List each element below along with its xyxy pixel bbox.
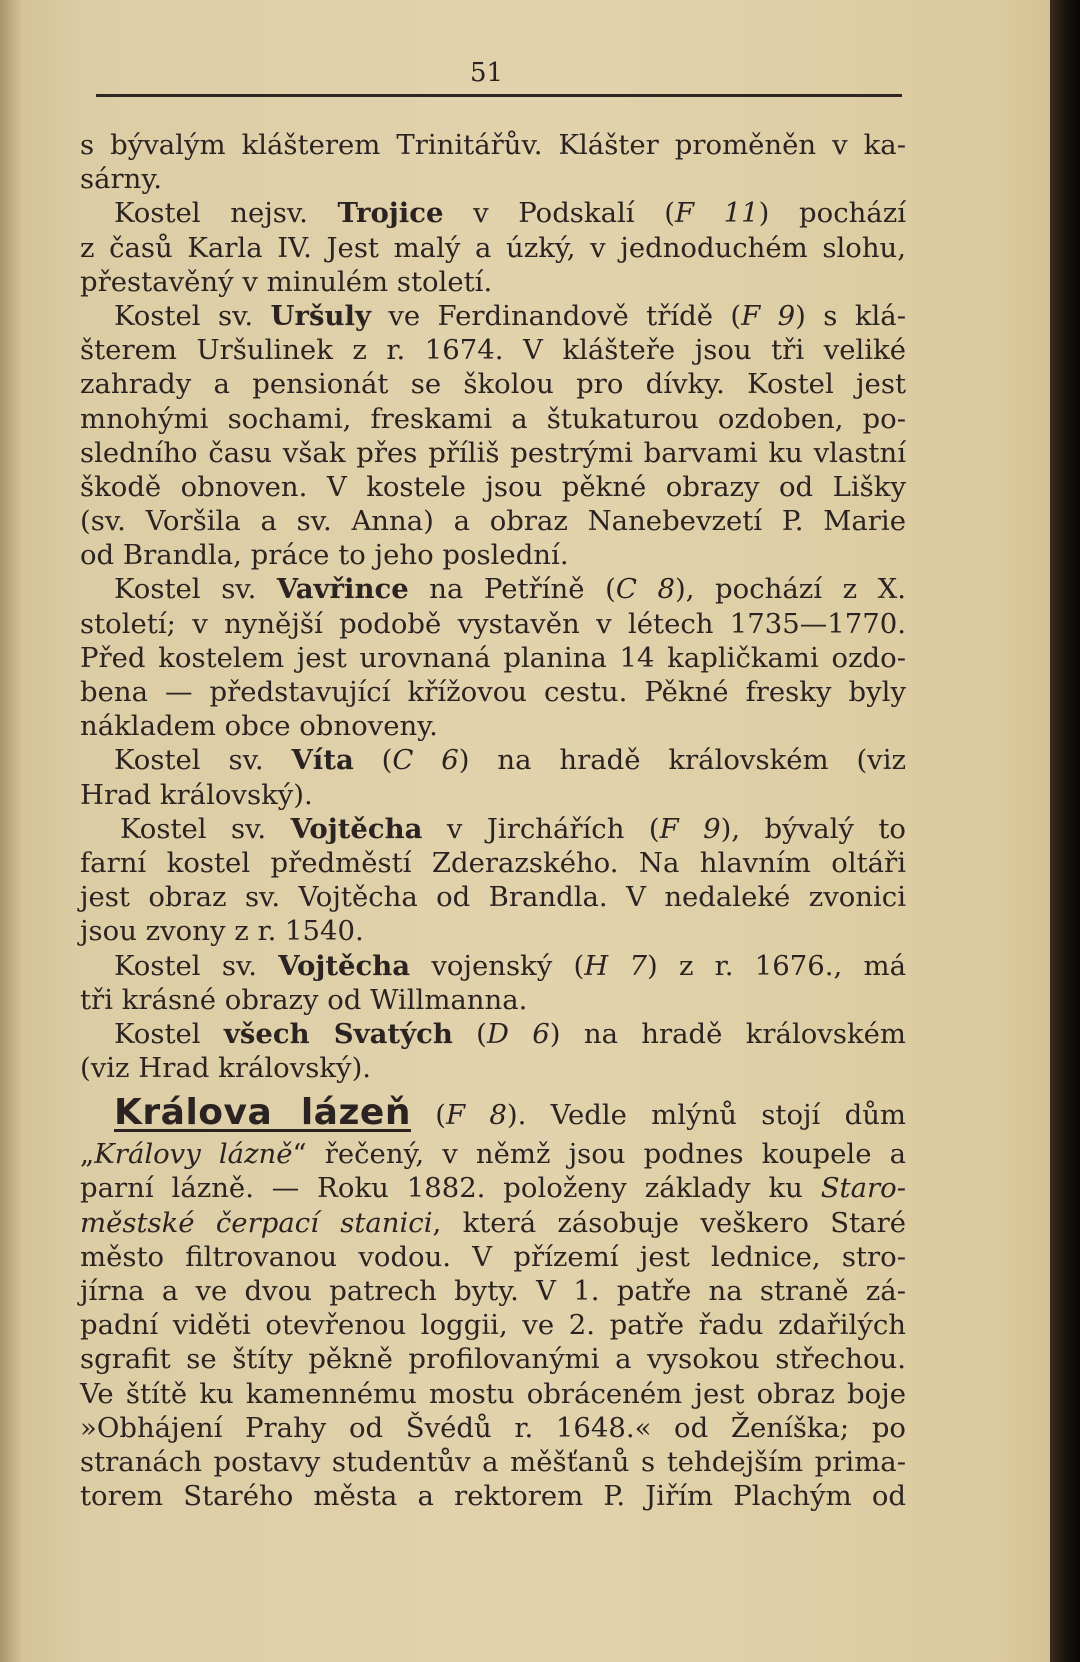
text-line: škodě obnoven. V kostele jsou pěkné obrazy od Lišky (80, 470, 906, 503)
text-line: přestavěný v minulém století. (80, 265, 493, 298)
section-heading: Králova lázeň (114, 1092, 411, 1134)
text-line: století; v nynější podobě vystavěn v létech 1735—1770. (80, 607, 906, 640)
entry-line: Kostel nejsv. Trojice v Podskalí (F 11) pochází (114, 197, 906, 230)
map-reference: D 6 (486, 1017, 550, 1050)
text-line: jest obraz sv. Vojtěcha od Brandla. V nedaleké zvonici (80, 881, 906, 914)
emphasis-text: městské čerpací stanici (80, 1206, 433, 1239)
text-line: parní lázně. — Roku 1882. položeny základy ku Staro- (80, 1172, 906, 1205)
entry-line: Kostel sv. Vavřince na Petříně (C 8), pochází z X. (114, 573, 906, 606)
text-line: Před kostelem jest urovnaná planina 14 kapličkami ozdo- (80, 641, 906, 674)
entry-keyword: Vojtěcha (290, 812, 423, 845)
entry-line: Kostel všech Svatých (D 6) na hradě královském (114, 1017, 906, 1050)
page-edge-dark (1050, 0, 1080, 1662)
map-reference: F 11 (674, 197, 759, 230)
text-line: »Obhájení Prahy od Švédů r. 1648.« od Ženíška; po (80, 1411, 906, 1444)
entry-line: Kostel sv. Uršuly ve Ferdinandově třídě (F 9) s klá- (114, 299, 906, 332)
text-line: městské čerpací stanici, která zásobuje veškero Staré (80, 1206, 906, 1239)
map-reference: C 6 (392, 744, 459, 777)
text-line: sgrafit se štíty pěkně profilovanými a vysokou střechou. (80, 1343, 906, 1376)
text-line: tři krásné obrazy od Willmanna. (80, 983, 528, 1016)
text-line: sledního času však přes příliš pestrými barvami ku vlastní (80, 436, 906, 469)
text-line: s bývalým klášterem Trinitářův. Klášter proměněn v ka- (80, 129, 906, 161)
entry-keyword: Trojice (337, 197, 444, 230)
text-line: šterem Uršulinek z r. 1674. V klášteře jsou tři veliké (80, 334, 906, 367)
entry-line: Kostel sv. Vojtěcha vojenský (H 7) z r. 1676., má (114, 949, 906, 982)
text-line: bena — představující křížovou cestu. Pěkné fresky byly (80, 676, 906, 708)
entry-line: Kostel sv. Vojtěcha v Jirchářích (F 9), bývalý to (120, 812, 906, 845)
text-line: Ve štítě ku kamennému mostu obráceném jest obraz boje (80, 1377, 906, 1410)
entry-line: Kostel sv. Víta (C 6) na hradě královském (viz (114, 744, 906, 777)
text-line: jsou zvony z r. 1540. (80, 915, 364, 948)
entry-keyword: Vavřince (276, 573, 409, 606)
body-text (80, 128, 906, 1513)
text-line: z časů Karla IV. Jest malý a úzký, v jednoduchém slohu, (80, 231, 906, 264)
page-number: 51 (470, 58, 504, 88)
header-rule (96, 94, 902, 97)
entry-keyword: Vojtěcha (278, 949, 411, 982)
text-line: nákladem obce obnoveny. (80, 710, 438, 743)
entry-keyword: Víta (291, 744, 354, 777)
emphasis-text: Staro- (820, 1172, 906, 1205)
text-line: Hrad královský). (80, 778, 313, 811)
map-reference: F 8 (446, 1099, 507, 1132)
text-line: torem Starého města a rektorem P. Jiřím Plachým od (80, 1480, 906, 1513)
text-line: (sv. Voršila a sv. Anna) a obraz Nanebevzetí P. Marie (80, 505, 906, 538)
text-line: jírna a ve dvou patrech byty. V 1. patře na straně zá- (80, 1275, 906, 1307)
text-line: město filtrovanou vodou. V přízemí jest lednice, stro- (80, 1240, 906, 1273)
text-line: (viz Hrad královský). (80, 1052, 372, 1085)
text-line: mnohými sochami, freskami a štukaturou ozdoben, po- (80, 402, 906, 435)
text-line: od Brandla, práce to jeho poslední. (80, 539, 569, 572)
text-line: „Královy lázně“ řečený, v němž jsou podnes koupele a (80, 1138, 906, 1171)
section-heading-line: Králova lázeň (F 8). Vedle mlýnů stojí dům (114, 1092, 906, 1134)
text-line: farní kostel předměstí Zderazského. Na hlavním oltáři (80, 846, 906, 879)
text-line: padní viděti otevřenou loggii, ve 2. patře řadu zdařilých (80, 1309, 906, 1342)
entry-keyword: Uršuly (270, 299, 371, 332)
entry-keyword: všech Svatých (223, 1017, 453, 1050)
map-reference: H 7 (584, 949, 647, 982)
quoted-name: Královy lázně (94, 1138, 293, 1171)
text-line: stranách postavy studentův a měšťanů s tehdejším prima- (80, 1445, 906, 1478)
page-gutter-shade (0, 0, 22, 1662)
map-reference: C 8 (615, 573, 675, 606)
text-line: zahrady a pensionát se školou pro dívky. Kostel jest (80, 368, 906, 401)
map-reference: F 9 (741, 299, 796, 332)
text-line: sárny. (80, 163, 162, 196)
map-reference: F 9 (659, 812, 721, 845)
